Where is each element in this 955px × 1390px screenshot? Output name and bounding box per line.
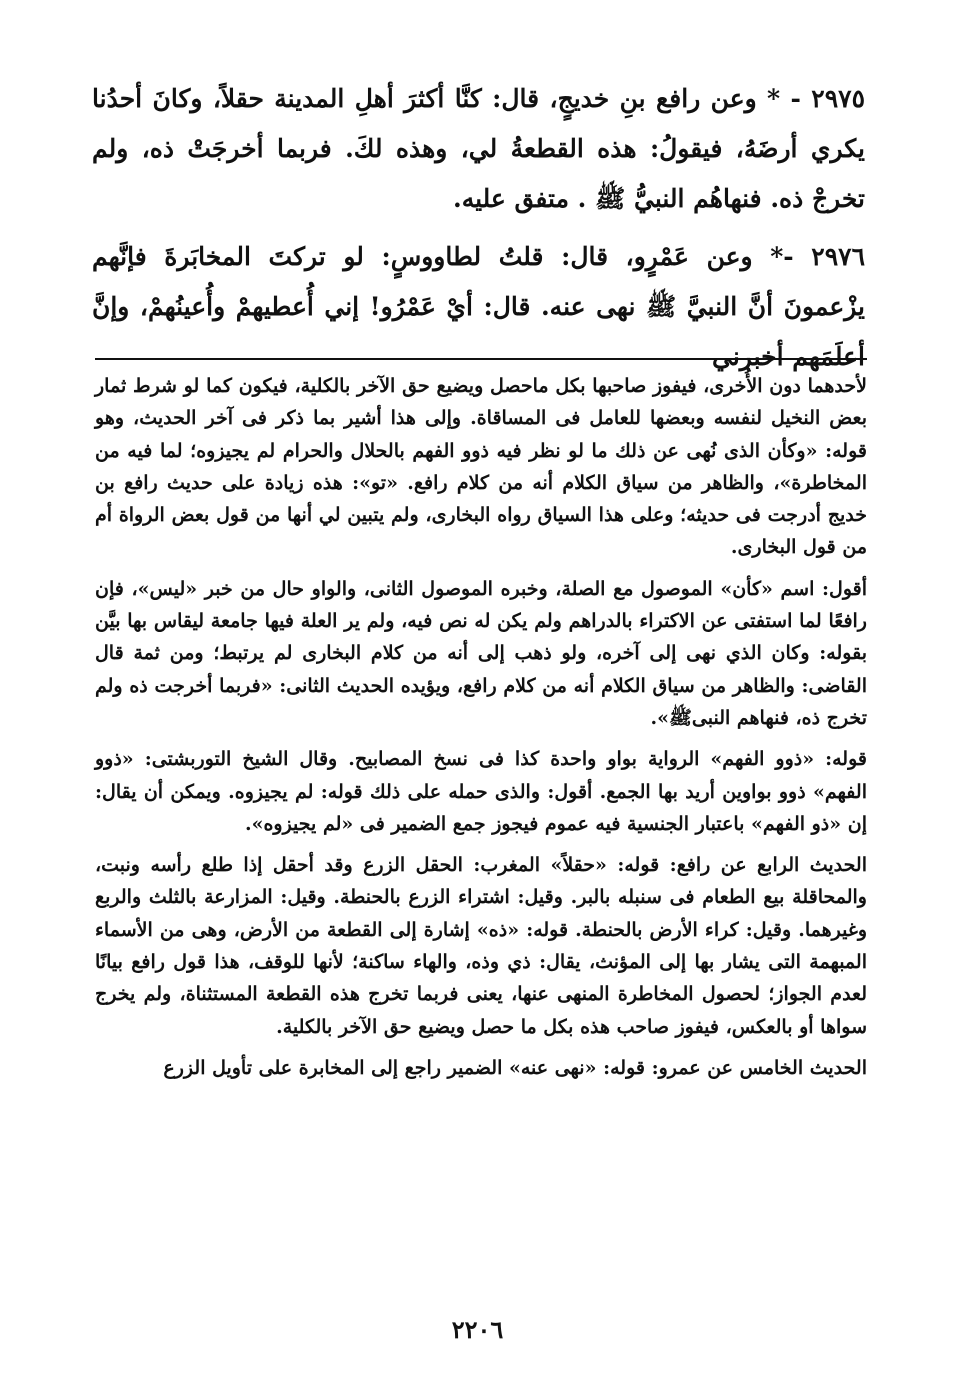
commentary-paragraph: لأحدهما دون الأُخرى، فيفوز صاحبها بكل ماحصل ويضيع حق الآخر بالكلية، فيكون كما لو شرط ثمار بعض النخيل لنفسه وبعضها للعامل فى المساقاة. وإلى هذا أشير بما ذكر فى آخر الحديث، وهو قوله: «وكأن الذى نُهى عن ذلك ما لو نظر فيه ذوو الفهم بالحلال والحرام لم يجيزوه؛ لما فيه من المخاطرة»، والظاهر من سياق الكلام أنه من كلام رافع. «تو»: هذه زيادة على حديث رافع بن خديج أدرجت فى حديثه؛ وعلى هذا السياق رواه البخارى، ولم يتبين لي أنها من قول بعض الرواة أم من قول البخارى. (95, 375, 867, 559)
commentary-paragraph: الحديث الخامس عن عمرو: قوله: «نهى عنه» الضمير راجع إلى المخابرة على تأويل الزرع (163, 1056, 867, 1079)
commentary (95, 370, 867, 1084)
commentary-paragraph: الحديث الرابع عن رافع: قوله: «حقلاً» المغرب: الحقل الزرع وقد أحقل إذا طلع رأسه ونبت، والمحاقلة بيع الطعام فى سنبله بالبر. وقيل: اشتراء الزرع بالحنطة. وقيل: المزارعة بالثلث والربع وغيرهما. وقيل: كراء الأرض بالحنطة. قوله: «ذه» إشارة إلى القطعة من الأرض، وهى من الأسماء المبهمة التى يشار بها إلى المؤنث، يقال: ذي وذه، والهاء ساكنة؛ لأنها للوقف، هذا قول رافع بيانًا لعدم الجواز؛ لحصول المخاطرة المنهى عنها، يعنى فربما تخرج هذه القطعة المستثناة، ولم يخرج سواها أو بالعكس، فيفوز صاحب هذه بكل ما حصل ويضيع حق الآخر بالكلية. (95, 854, 867, 1038)
footnote-divider (95, 358, 867, 360)
hadith-text (92, 74, 865, 382)
page-number: ٢٢٠٦ (451, 1315, 504, 1344)
commentary-paragraph: أقول: اسم «كأن» الموصول مع الصلة، وخبره الموصول الثانى، والواو حال من خبر «ليس»، فإن رافعًا لما استفتى عن الاكتراء بالدراهم ولم يكن له نص فيه، ولم ير العلة فيها جامعة ليقاس بها بيَّن بقوله: وكان الذي نهى إلى آخره، ولو ذهب إلى أنه من كلام البخارى لم يرتبط؛ ومن ثمة قال القاضى: والظاهر من سياق الكلام أنه من كلام رافع، ويؤيده الحديث الثانى: «فربما أخرجت ذه ولم تخرج ذه، فنهاهم النبىﷺ». (95, 577, 867, 729)
hadith-2975: ٢٩٧٥ - * وعن رافع بنِ خديجٍ، قال: كنَّا أكثرَ أهلِ المدينة حقلاً، وكانَ أحدُنا يكري أرضَهُ، فيقولُ: هذه القطعةُ لي، وهذه لكَ. فربما أخرجَتْ ذه، ولم تخرجْ ذه. فنهاهُم النبيُّ ﷺ . متفق عليه. (92, 84, 865, 213)
hadith-2976: ٢٩٧٦ -* وعن عَمْرٍو، قال: قلتُ لطاووسٍ: لو تركتَ المخابَرةَ فإنَّهم يزْعمونَ أنَّ النبيَّ ﷺ نهى عنه. قال: أيْ عَمْرُو! إني أُعطيهمْ وأُعينُهمْ، وإنَّ أعلَمَهم أخبرني (92, 242, 865, 371)
commentary-paragraph: قوله: «ذوو الفهم» الرواية بواو واحدة كذا فى نسخ المصابيح. وقال الشيخ التوربشتى: «ذوو الفهم» ذوو بواوين أريد بها الجمع. أقول: والذى حمله على ذلك قوله: لم يجيزوه. ويمكن أن يقال: إن «ذو الفهم» باعتبار الجنسية فيه عموم فيجوز جمع الضمير فى «لم يجيزوه». (95, 748, 867, 835)
